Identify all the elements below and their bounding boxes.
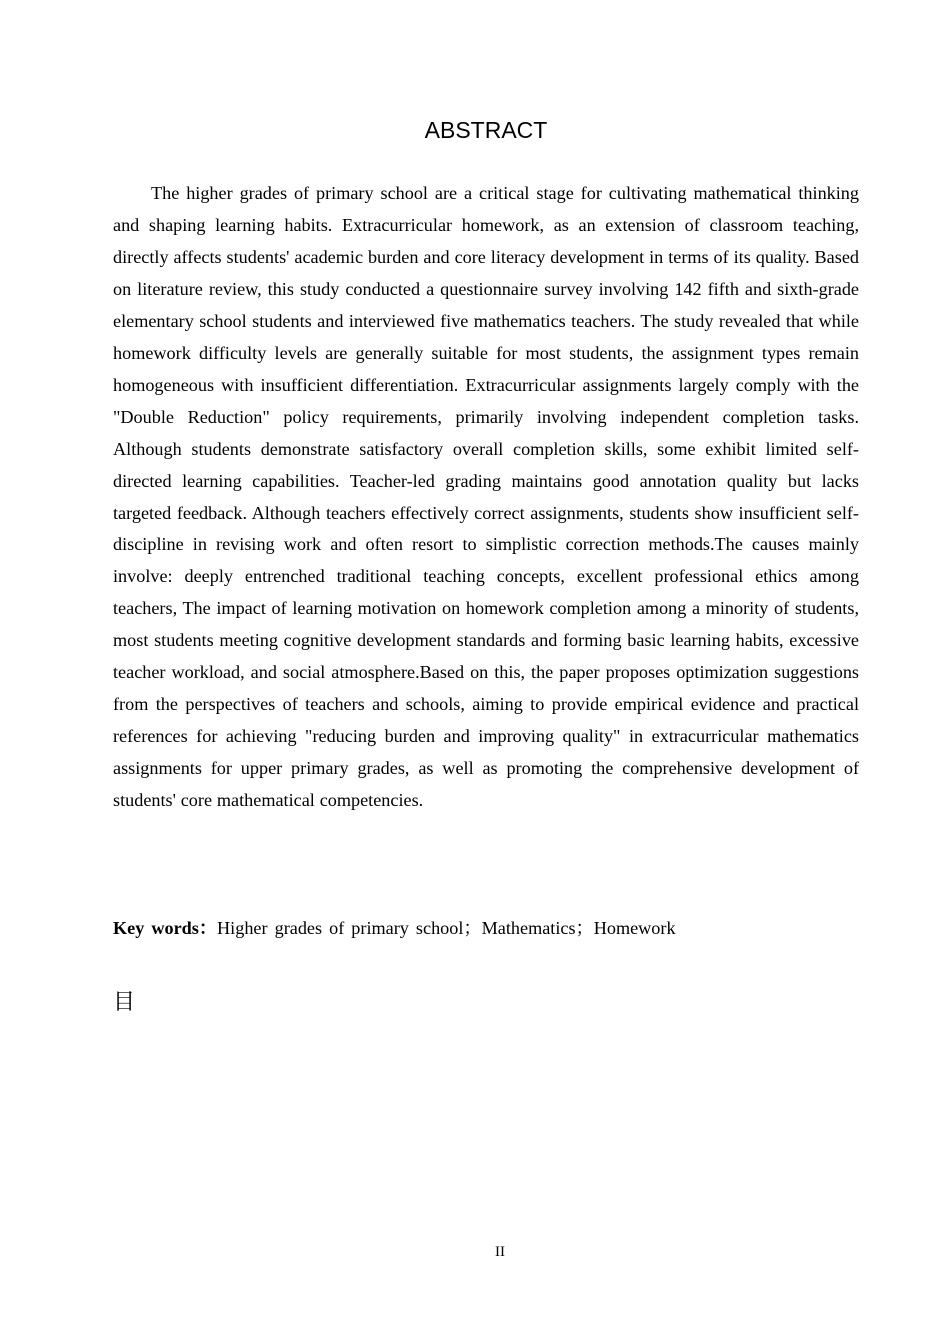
keywords-text: Higher grades of primary school；Mathematics；Homework xyxy=(217,918,676,938)
table-of-contents-heading: 目 xyxy=(113,990,136,1015)
page-number: II xyxy=(495,1244,505,1260)
keywords-label: Key words： xyxy=(113,918,218,938)
abstract-body: The higher grades of primary school are a critical stage for cultivating mathematical thinking and shaping learning habits. Extracurricular homework, as an extension of classroom teaching, directly affects students' academic burden and core literacy development in terms of its quality. Based on literature review, this study conducted a questionnaire survey involving 142 fifth and sixth-grade elementary school students and interviewed five mathematics teachers. The study revealed that while homework difficulty levels are generally suitable for most students, the assignment types remain homogeneous with insufficient differentiation. Extracurricular assignments largely comply with the "Double Reduction" policy requirements, primarily involving independent completion tasks. Although students demonstrate satisfactory overall completion skills, some exhibit limited self-directed learning capabilities. Teacher-led grading maintains good annotation quality but lacks targeted feedback. Although teachers effectively correct assignments, students show insufficient self-discipline in revising work and often resort to simplistic correction methods.The causes mainly involve: deeply entrenched traditional teaching concepts, excellent professional ethics among teachers, The impact of learning motivation on homework completion among a minority of students, most students meeting cognitive development standards and forming basic learning habits, excessive teacher workload, and social atmosphere.Based on this, the paper proposes optimization suggestions from the perspectives of teachers and schools, aiming to provide empirical evidence and practical references for achieving "reducing burden and improving quality" in extracurricular mathematics assignments for upper primary grades, as well as promoting the comprehensive development of students' core mathematical competencies. xyxy=(113,183,859,811)
keywords-line xyxy=(113,912,859,944)
abstract-title: ABSTRACT xyxy=(424,117,548,143)
